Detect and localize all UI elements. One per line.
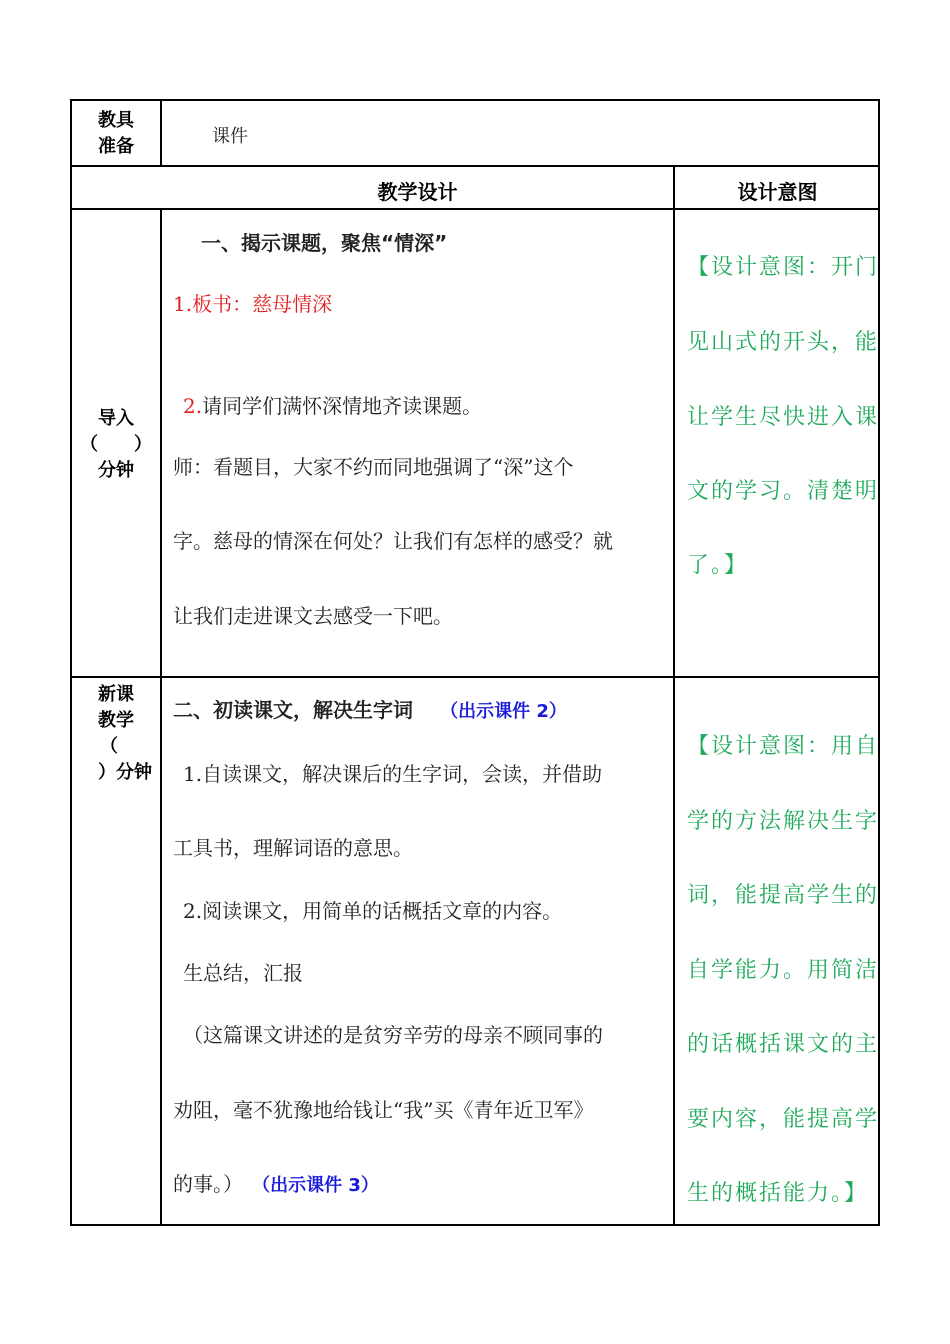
teacher-line: 字。慈母的情深在何处？让我们有怎样的感受？就	[173, 529, 613, 553]
intent-line: 【设计意图：用自	[687, 734, 880, 759]
col-divider	[673, 165, 675, 1226]
section2-line: 工具书，理解词语的意思。	[173, 836, 413, 860]
intent-line: 让学生尽快进入课	[687, 405, 880, 430]
section2-label: 新课 教学 （ ）分钟	[98, 684, 152, 783]
end-note: （出示课件 3）	[252, 1175, 379, 1196]
section2-line: 生总结，汇报	[183, 961, 303, 985]
prep-value: 课件	[212, 126, 248, 147]
intent-line: 的话概括课文的主	[687, 1032, 880, 1057]
section2-last-line	[173, 1168, 379, 1197]
design-header: 教学设计	[377, 180, 458, 204]
intent-line: 文的学习。清楚明	[687, 479, 880, 504]
teacher-line: 师：看题目，大家不约而同地强调了“深”这个	[173, 455, 574, 479]
row-divider	[70, 208, 880, 210]
intent-line: 了。】	[687, 553, 749, 578]
intent-header: 设计意图	[737, 180, 818, 204]
teacher-line: 让我们走进课文去感受一下吧。	[173, 604, 453, 628]
line-text: 的事。）	[173, 1172, 243, 1196]
intent-line: 词，能提高学生的	[687, 883, 880, 908]
section1-label: 导入 （ ） 分钟	[80, 408, 152, 481]
section2-heading	[173, 694, 567, 723]
intent-line: 自学能力。用简洁	[687, 958, 880, 983]
row-divider	[70, 165, 880, 167]
section2-line: 2.阅读课文，用简单的话概括文章的内容。	[183, 899, 563, 923]
col-divider	[160, 99, 162, 166]
item-number: 2.	[183, 394, 203, 418]
section1-heading: 一、揭示课题，聚焦“情深”	[201, 231, 448, 255]
row-divider	[70, 676, 880, 678]
section1-item2	[183, 390, 482, 419]
intent-line: 要内容，能提高学	[687, 1107, 880, 1132]
intent-line: 见山式的开头，能	[687, 330, 880, 355]
section2-line: 1.自读课文，解决课后的生字词，会读，并借助	[183, 762, 603, 786]
heading-note: （出示课件 2）	[440, 701, 567, 722]
item-text: 请同学们满怀深情地齐读课题。	[202, 394, 483, 418]
intent-line: 【设计意图：开门	[687, 255, 880, 280]
intent-line: 生的概括能力。】	[687, 1181, 869, 1206]
prep-label: 教具 准备	[98, 110, 134, 157]
section2-line: 劝阻，毫不犹豫地给钱让“我”买《青年近卫军》	[173, 1098, 594, 1122]
section1-item1: 1.板书：慈母情深	[173, 292, 333, 316]
intent-line: 学的方法解决生字	[687, 809, 880, 834]
heading-text: 二、初读课文，解决生字词	[173, 698, 413, 722]
section2-line: （这篇课文讲述的是贫穷辛劳的母亲不顾同事的	[183, 1023, 603, 1047]
col-divider	[160, 208, 162, 1226]
